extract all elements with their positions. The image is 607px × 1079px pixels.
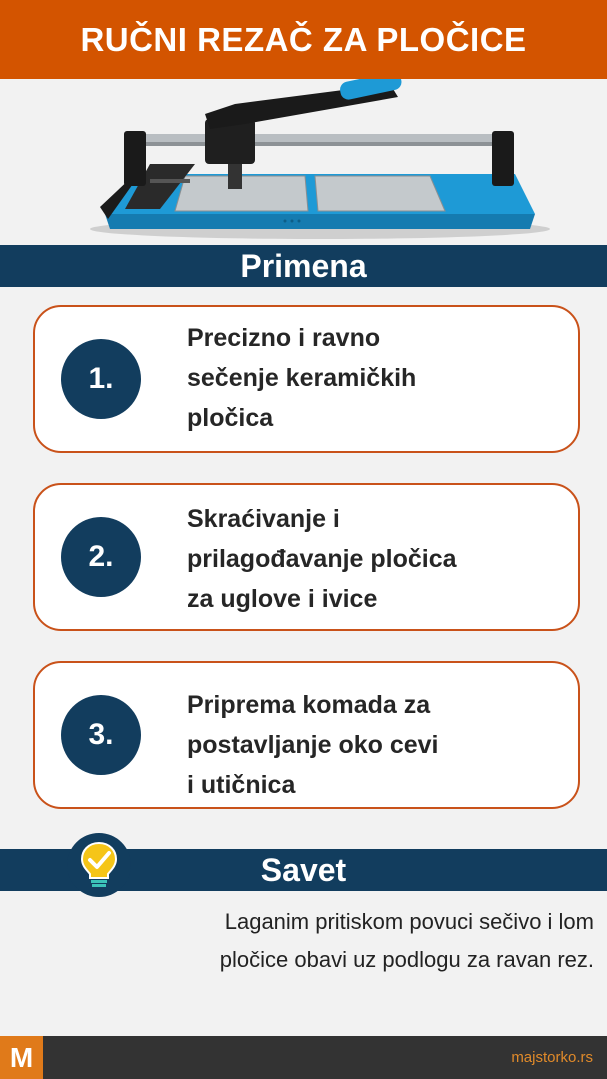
usage-card-line: Skraćivanje i: [187, 505, 340, 533]
tile-cutter-image: [0, 79, 607, 245]
usage-card-2: [33, 483, 580, 631]
tip-section-title: Savet: [260, 851, 347, 888]
site-url[interactable]: majstorko.rs: [511, 1049, 593, 1066]
tip-text-line: pločice obavi uz podlogu za ravan rez.: [219, 947, 594, 972]
header-banner: [0, 0, 607, 79]
usage-card-line: pločica: [187, 404, 274, 432]
usage-card-text: [187, 318, 558, 438]
usage-card-text: [187, 499, 558, 619]
tile-cutter-illustration: [0, 79, 607, 245]
step-number-badge: 1.: [61, 339, 141, 419]
usage-card-line: prilagođavanje pločica: [187, 545, 457, 573]
usage-card-line: i utičnica: [187, 771, 296, 799]
usage-card-text: [187, 685, 558, 805]
usage-card-1: [33, 305, 580, 453]
lightbulb-icon: [77, 840, 121, 890]
footer: [0, 1036, 607, 1079]
usage-card-3: [33, 661, 580, 809]
usage-card-line: za uglove i ivice: [187, 585, 378, 613]
usage-section-band: [0, 245, 607, 287]
brand-logo: M: [0, 1036, 43, 1079]
step-number-badge: 2.: [61, 517, 141, 597]
usage-section-title: Primena: [240, 247, 367, 284]
step-number-badge: 3.: [61, 695, 141, 775]
lightbulb-check-icon: [67, 833, 131, 897]
usage-card-line: sečenje keramičkih: [187, 364, 417, 392]
usage-card-line: Priprema komada za: [187, 691, 431, 719]
page-title: RUČNI REZAČ ZA PLOČICE: [80, 20, 527, 58]
usage-card-line: postavljanje oko cevi: [187, 731, 439, 759]
tip-text: [134, 903, 594, 979]
tip-text-line: Laganim pritiskom povuci sečivo i lom: [224, 909, 594, 934]
usage-card-line: Precizno i ravno: [187, 324, 381, 352]
